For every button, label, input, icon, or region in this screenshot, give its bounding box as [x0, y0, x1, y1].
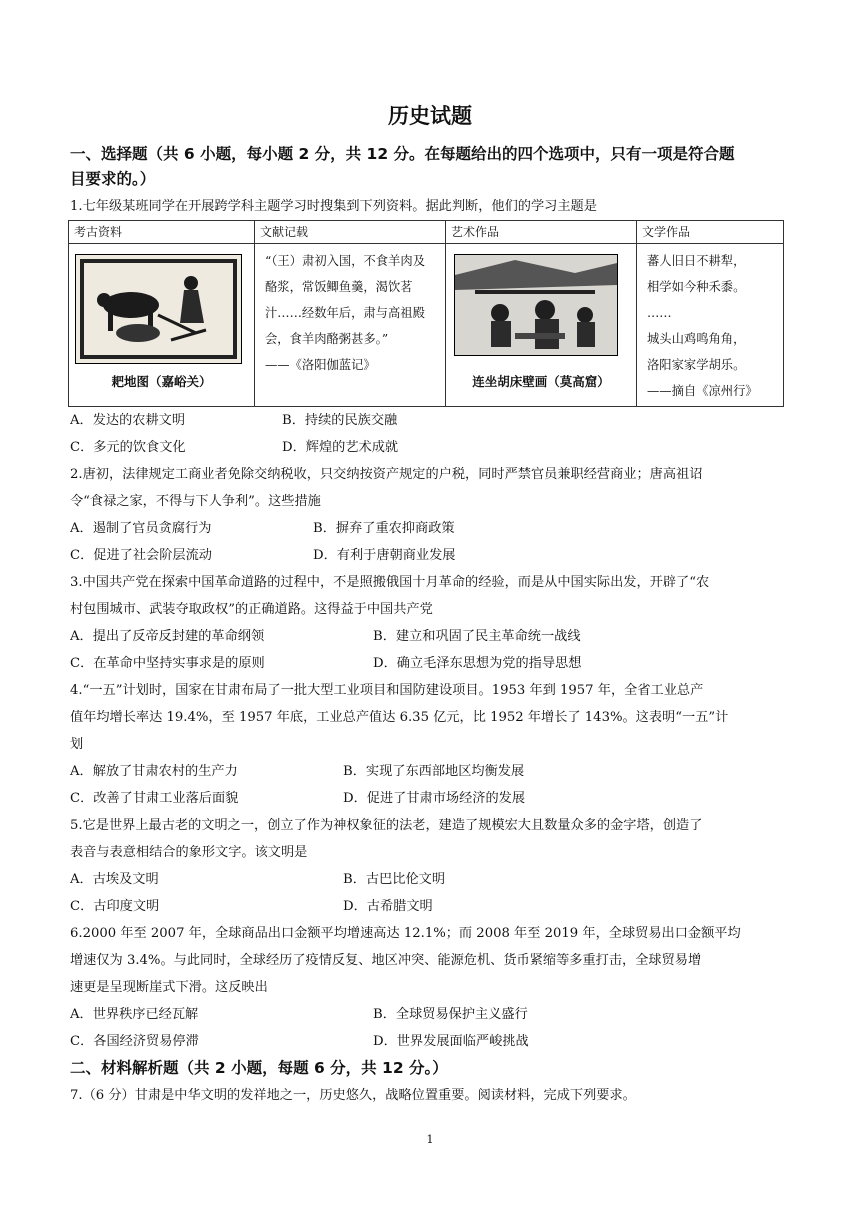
q1-option-b[interactable]: B．持续的民族交融 [282, 413, 398, 428]
q6-option-b[interactable]: B．全球贸易保护主义盛行 [373, 1007, 528, 1022]
q6-option-a[interactable]: A．世界秩序已经瓦解 [70, 1007, 199, 1022]
q3-line-1: 3.中国共产党在探索中国革命道路的过程中，不是照搬俄国十月革命的经验，而是从中国实际出发，开辟了“农 [70, 575, 710, 590]
q5-line-1: 5.它是世界上最古老的文明之一，创立了作为神权象征的法老，建造了规模宏大且数量众多的金字塔，创造了 [70, 818, 703, 833]
page-title: 历史试题 [388, 104, 472, 128]
q2-line-1: 2.唐初，法律规定工商业者免除交纳税收，只交纳按资产规定的户税，同时严禁官员兼职经营商业；唐高祖诏 [70, 467, 703, 482]
art-cell [446, 244, 637, 407]
q2-line-2: 令“食禄之家，不得与下人争利”。这些措施 [70, 494, 321, 509]
q3-option-a[interactable]: A．提出了反帝反封建的革命纲领 [70, 629, 265, 644]
q2-option-c[interactable]: C．促进了社会阶层流动 [70, 548, 212, 563]
literature-line-4: 城头山鸡鸣角角， [647, 332, 746, 346]
literature-line-5: 洛阳家家学胡乐。 [647, 358, 746, 372]
literature-line-1: 蕃人旧日不耕犁， [647, 254, 746, 268]
q6-option-d[interactable]: D．世界发展面临严峻挑战 [373, 1034, 529, 1049]
document-source: ——《洛阳伽蓝记》 [265, 358, 376, 372]
literature-line-3: …… [647, 306, 672, 320]
q5-option-d[interactable]: D．古希腊文明 [343, 899, 433, 914]
table-header-documents: 文献记载 [255, 221, 446, 244]
q2-option-b[interactable]: B．摒弃了重农抑商政策 [313, 521, 455, 536]
section-2-heading: 二、材料解析题（共 2 小题，每题 6 分，共 12 分。） [70, 1059, 448, 1077]
archaeology-caption: 耙地图（嘉峪关） [111, 374, 212, 389]
literature-line-2: 相学如今种禾黍。 [647, 280, 746, 294]
q3-option-b[interactable]: B．建立和巩固了民主革命统一战线 [373, 629, 581, 644]
q5-option-c[interactable]: C．古印度文明 [70, 899, 160, 914]
q4-option-b[interactable]: B．实现了东西部地区均衡发展 [343, 764, 525, 779]
q5-option-b[interactable]: B．古巴比伦文明 [343, 872, 446, 887]
literature-cell [637, 244, 784, 407]
q4-option-c[interactable]: C．改善了甘肃工业落后面貌 [70, 791, 239, 806]
q2-option-a[interactable]: A．遏制了官员贪腐行为 [70, 521, 212, 536]
document-text: “（王）肃初入国，不食羊肉及酪浆，常饭鲫鱼羹，渴饮茗汁……经数年后，肃与高祖殿会，食羊肉酪粥甚多。” [265, 254, 425, 346]
q3-line-2: 村包围城市、武装夺取政权”的正确道路。这得益于中国共产党 [70, 602, 433, 617]
q1-option-c[interactable]: C．多元的饮食文化 [70, 440, 186, 455]
q4-line-3: 划 [70, 737, 84, 752]
q5-option-a[interactable]: A．古埃及文明 [70, 872, 159, 887]
q6-line-2: 增速仅为 3.4%。与此同时，全球经历了疫情反复、地区冲突、能源危机、货币紧缩等多重打击，全球贸易增 [70, 953, 702, 968]
literature-source: ——摘自《凉州行》 [647, 384, 758, 398]
q4-option-a[interactable]: A．解放了甘肃农村的生产力 [70, 764, 238, 779]
section-1-line-2: 目要求的。） [70, 170, 156, 188]
q3-option-d[interactable]: D．确立毛泽东思想为党的指导思想 [373, 656, 582, 671]
plowing-mural-image [75, 254, 242, 364]
q1-stem: 1.七年级某班同学在开展跨学科主题学习时搜集到下列资料。据此判断，他们的学习主题是 [70, 199, 597, 214]
q1-option-a[interactable]: A．发达的农耕文明 [70, 413, 186, 428]
q4-line-2: 值年均增长率达 19.4%，至 1957 年底，工业总产值达 6.35 亿元，比 1952 年增长了 143%。这表明“一五”计 [70, 710, 729, 725]
archaeology-cell [69, 244, 255, 407]
q4-option-d[interactable]: D．促进了甘肃市场经济的发展 [343, 791, 526, 806]
q2-option-d[interactable]: D．有利于唐朝商业发展 [313, 548, 456, 563]
table-header-art: 艺术作品 [446, 221, 637, 244]
q6-line-3: 速更是呈现断崖式下滑。这反映出 [70, 980, 268, 995]
q4-line-1: 4.“一五”计划时，国家在甘肃布局了一批大型工业项目和国防建设项目。1953 年到 1957 年，全省工业总产 [70, 683, 704, 698]
section-1-heading [70, 142, 800, 192]
q3-option-c[interactable]: C．在革命中坚持实事求是的原则 [70, 656, 265, 671]
q6-line-1: 6.2000 年至 2007 年，全球商品出口金额平均增速高达 12.1%；而 2008 年至 2019 年，全球贸易出口金额平均 [70, 926, 741, 941]
mogao-mural-image [454, 254, 618, 356]
q1-option-d[interactable]: D．辉煌的艺术成就 [282, 440, 399, 455]
document-cell [255, 244, 446, 407]
table-header-archaeology: 考古资料 [69, 221, 255, 244]
section-1-line-1: 一、选择题（共 6 小题，每小题 2 分，共 12 分。在每题给出的四个选项中，只有一项是符合题 [70, 145, 735, 163]
page-number: 1 [426, 1133, 434, 1146]
q7-stem: 7.（6 分）甘肃是中华文明的发祥地之一，历史悠久，战略位置重要。阅读材料，完成下列要求。 [70, 1088, 636, 1103]
q1-material-table [68, 220, 784, 407]
art-caption: 连坐胡床壁画（莫高窟） [472, 374, 610, 389]
q6-option-c[interactable]: C．各国经济贸易停滞 [70, 1034, 199, 1049]
table-header-literature: 文学作品 [637, 221, 784, 244]
q5-line-2: 表音与表意相结合的象形文字。该文明是 [70, 845, 308, 860]
